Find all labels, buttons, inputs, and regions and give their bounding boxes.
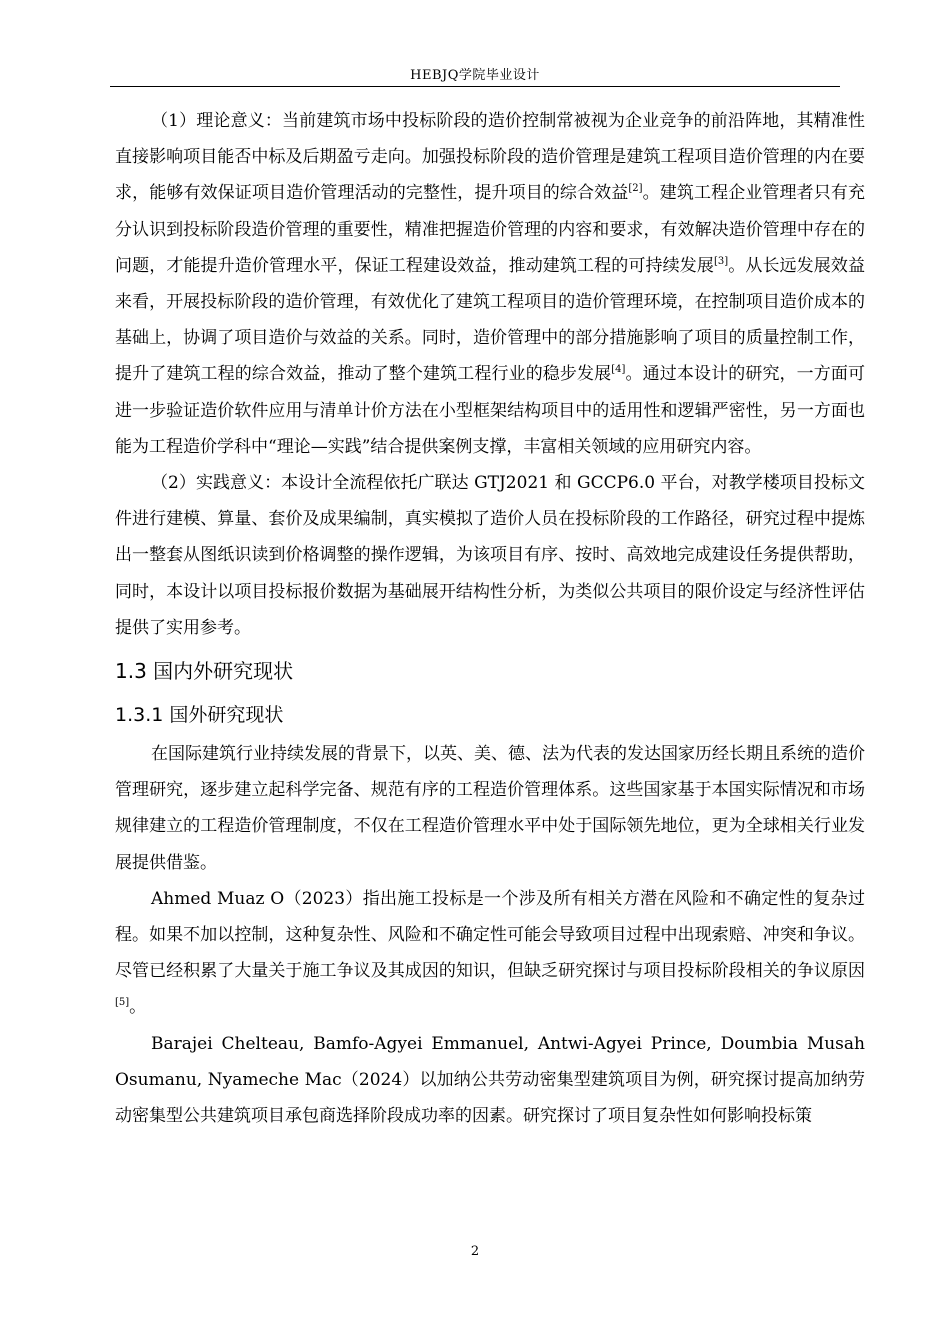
header-divider [110,86,840,87]
paragraph-text: 。从长远发展效益来看，开展投标阶段的造价管理，有效优化了建筑工程项目的造价管理环境，在控制项目造价成本的基础上，协调了项目造价与效益的关系。同时，造价管理中的部分措施影响了项目的质量控制工作，提升了建筑工程的综合效益，推动了整个建筑工程行业的稳步发展 [115,255,866,385]
section-heading: 1.3 国内外研究现状 [115,659,294,684]
paragraph-text: （1）理论意义：当前建筑市场中投标阶段的造价控制常被视为企业竞争的前沿阵地，其精准性直接影响项目能否中标及后期盈亏走向。加强投标阶段的造价管理是建筑工程项目造价管理的内在要求，能够有效保证项目造价管理活动的完整性，提升项目的综合效益 [115,111,865,204]
citation: [4] [611,364,626,376]
paragraph-practical-significance: （2）实践意义：本设计全流程依托广联达 GTJ2021 和 GCCP6.0 平台，对教学楼项目投标文件进行建模、算量、套价及成果编制，真实模拟了造价人员在投标阶段的工作路径，研究过程中提炼出一整套从图纸识读到价格调整的操作逻辑，为该项目有序、按时、高效地完成建设任务提供帮助，同时，本设计以项目投标报价数据为基础展开结构性分析，为类似公共项目的限价设定与经济性评估提供了实用参考。 [115,473,865,638]
document-body [115,103,865,1134]
paragraph-text: Ahmed Muaz O（2023）指出施工投标是一个涉及所有相关方潜在风险和不确定性的复杂过程。如果不加以控制，这种复杂性、风险和不确定性可能会导致项目过程中出现索赔、冲突和争议。尽管已经积累了大量关于施工争议及其成因的知识，但缺乏研究探讨与项目投标阶段相关的争议原因 [115,888,865,982]
citation: [3] [713,255,729,267]
page-header: HEBJQ学院毕业设计 [410,68,540,83]
paragraph-barajei: Barajei Chelteau, Bamfo-Agyei Emmanuel, Antwi-Agyei Prince, Doumbia Musah Osumanu, Nyameche Mac（2024）以加纳公共劳动密集型建筑项目为例，研究探讨提高加纳劳动密集型公共建筑项目承包商选择阶段成功率的因素。研究探讨了项目复杂性如何影响投标策 [115,1033,865,1127]
paragraph-text: 。通过本设计的研究，一方面可进一步验证造价软件应用与清单计价方法在小型框架结构项目中的适用性和逻辑严密性，另一方面也能为工程造价学科中“理论—实践”结合提供案例支撑，丰富相关领域的应用研究内容。 [115,364,866,457]
subsection-heading: 1.3.1 国外研究现状 [115,704,284,727]
paragraph-text: 。建筑工程企业管理者只有充分认识到投标阶段造价管理的重要性，精准把握造价管理的内容和要求，有效解决造价管理中存在的问题，才能提升造价管理水平，保证工程建设效益，推动建筑工程的可持续发展 [115,183,866,276]
citation: [5] [115,997,130,1009]
paragraph-ahmed-muaz [115,881,865,1026]
paragraph-text: 。 [129,997,147,1018]
citation: [2] [628,183,643,195]
paragraph-international-background: 在国际建筑行业持续发展的背景下，以英、美、德、法为代表的发达国家历经长期且系统的造价管理研究，逐步建立起科学完备、规范有序的工程造价管理体系。这些国家基于本国实际情况和市场规律建立的工程造价管理制度，不仅在工程造价管理水平中处于国际领先地位，更为全球相关行业发展提供借鉴。 [115,744,865,873]
page-number: 2 [470,1244,480,1259]
paragraph-theoretical-significance [115,103,865,465]
